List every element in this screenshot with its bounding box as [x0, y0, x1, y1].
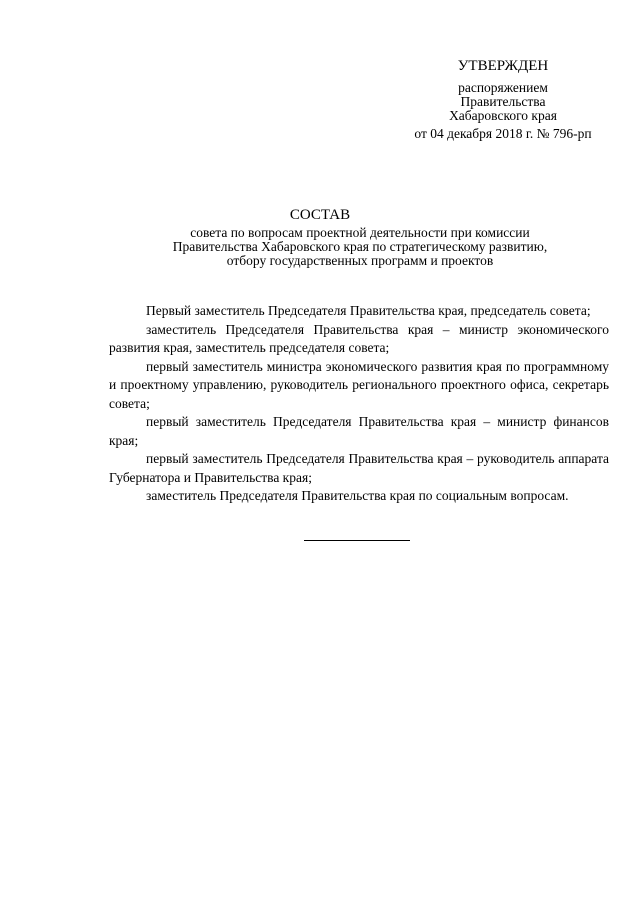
- member-item: заместитель Председателя Правительства края по социальным вопросам.: [146, 488, 569, 503]
- subtitle-line: Правительства Хабаровского края по стратегическому развитию,: [172, 239, 548, 254]
- document-subtitle: [110, 226, 610, 268]
- subtitle-line: совета по вопросам проектной деятельности при комиссии: [190, 225, 530, 240]
- member-item: первый заместитель министра экономического развития края по программному и проектному управлению, руководитель регионального проектного офиса, секретарь совета;: [109, 358, 609, 411]
- member-item: заместитель Председателя Правительства края – министр экономического развития края, заместитель председателя совета;: [109, 321, 609, 355]
- members-list: [109, 302, 609, 506]
- approval-line: Хабаровского края: [449, 108, 557, 123]
- member-item: первый заместитель Председателя Правительства края – министр финансов края;: [109, 414, 609, 448]
- end-divider: [304, 540, 410, 541]
- approval-line: распоряжением: [458, 80, 548, 95]
- approval-block: [398, 58, 608, 141]
- member-item: Первый заместитель Председателя Правительства края, председатель совета;: [146, 303, 591, 318]
- approval-date-number: от 04 декабря 2018 г. № 796-рп: [414, 126, 592, 141]
- subtitle-line: отбору государственных программ и проектов: [226, 253, 494, 268]
- approval-heading: УТВЕРЖДЕН: [457, 58, 549, 74]
- approval-line: Правительства: [460, 94, 546, 109]
- document-title: СОСТАВ: [289, 207, 351, 223]
- member-item: первый заместитель Председателя Правительства края – руководитель аппарата Губернатора и Правительства края;: [109, 451, 609, 485]
